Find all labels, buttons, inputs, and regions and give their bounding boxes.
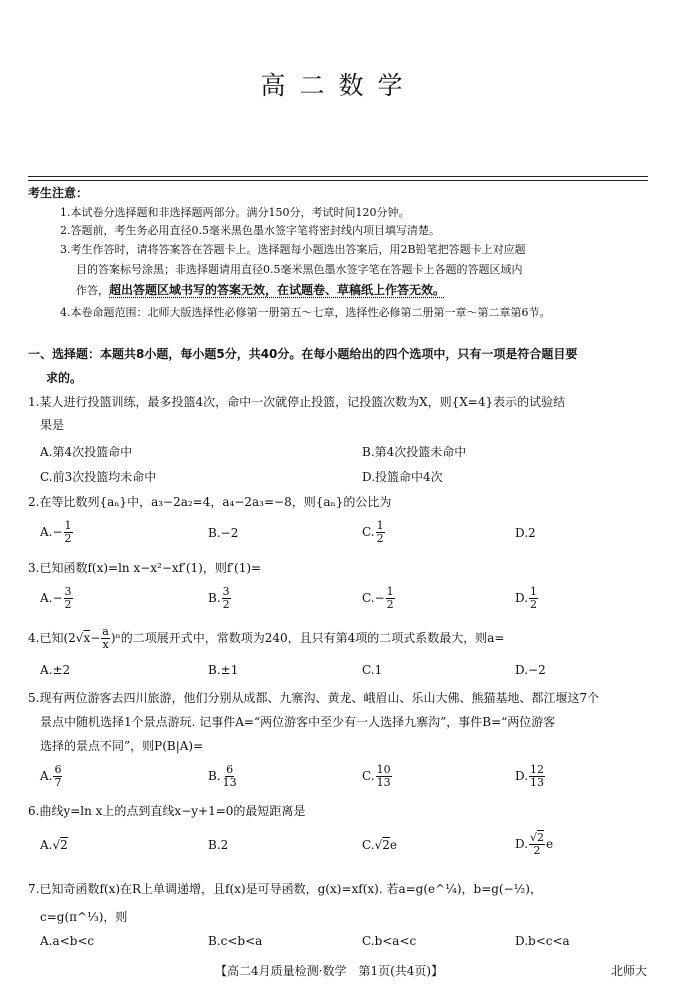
q6-c-suffix: e xyxy=(389,838,397,852)
q4-option-b: B.±1 xyxy=(208,663,239,677)
question-7-line1: 7.已知奇函数f(x)在R上单调递增，且f(x)是可导函数，g(x)=xf(x). 若a=g(e^¼)，b=g(−½)， xyxy=(28,882,542,896)
q4-frac-den: x xyxy=(102,638,109,651)
q3-option-c xyxy=(362,586,396,611)
q4-pre: 4.已知(2 xyxy=(28,631,76,645)
q5-c-fraction xyxy=(376,764,392,789)
q3-b-fraction xyxy=(222,586,231,611)
q5-b-fraction xyxy=(222,764,238,789)
q4-option-d: D.−2 xyxy=(515,663,546,677)
q2-c-fraction xyxy=(376,520,385,545)
q7-option-d: D.b<c<a xyxy=(515,934,570,948)
page-footer: 【高二4月质量检测·数学 第1页(共4页)】 xyxy=(215,964,444,978)
q6-d-fraction xyxy=(529,832,545,857)
q3-a-label: A. xyxy=(40,591,53,605)
q6-d-label: D. xyxy=(515,837,529,851)
q4-frac-num: a xyxy=(102,625,109,638)
notice-answer-prefix: 作答， xyxy=(76,284,109,297)
q5-d-den: 13 xyxy=(530,776,545,789)
section-heading-line1: 一、选择题：本题共8小题，每小题5分，共40分。在每小题给出的四个选项中，只有一项是符合题目要 xyxy=(28,347,578,361)
q3-d-label: D. xyxy=(515,591,529,605)
q7-option-b: B.c<b<a xyxy=(208,934,263,948)
q6-option-d xyxy=(515,832,553,857)
q3-d-den: 2 xyxy=(530,598,538,611)
q2-option-b: B.−2 xyxy=(208,526,239,540)
q6-c-value: 2 xyxy=(382,838,390,852)
q4-minus: − xyxy=(90,631,101,645)
q3-a-fraction xyxy=(64,586,73,611)
q2-a-num: 1 xyxy=(64,519,72,532)
q5-a-label: A. xyxy=(40,769,53,783)
q5-a-num: 6 xyxy=(54,763,62,776)
q3-c-num: 1 xyxy=(386,585,394,598)
question-1-line1: 1.某人进行投篮训练，最多投篮4次，命中一次就停止投篮，记投篮次数为X，则{X=4}表示的试验结 xyxy=(28,395,566,409)
q5-option-a xyxy=(40,764,63,789)
q5-b-den: 13 xyxy=(222,776,237,789)
q3-a-den: 2 xyxy=(64,598,72,611)
q2-c-den: 2 xyxy=(376,532,384,545)
q7-option-c: C.b<a<c xyxy=(362,934,417,948)
question-5-line1: 5.现有两位游客去四川旅游，他们分别从成都、九寨沟、黄龙、峨眉山、乐山大佛、熊猫基地、都江堰这7个 xyxy=(28,691,600,705)
question-7-line2: c=g(π^⅓)，则 xyxy=(40,910,128,924)
q4-post: )ⁿ的二项展开式中，常数项为240，且只有第4项的二项式系数最大，则a= xyxy=(110,631,505,645)
q6-d-suffix: e xyxy=(546,837,554,851)
notice-item-3-end xyxy=(76,283,445,298)
question-3: 3.已知函数f(x)=ln x−x²−xf′(1)，则f′(1)= xyxy=(28,561,262,575)
q5-d-num: 12 xyxy=(530,763,545,776)
q2-a-sign: − xyxy=(52,525,63,539)
notice-item-1: 1.本试卷分选择题和非选择题两部分。满分150分，考试时间120分钟。 xyxy=(60,206,410,219)
q6-d-num: √2 xyxy=(530,831,545,844)
q6-option-b: B.2 xyxy=(208,838,229,852)
question-5-line3: 选择的景点不同”，则P(B|A)= xyxy=(40,739,204,753)
notice-item-4: 4.本卷命题范围：北师大版选择性必修第一册第五～七章，选择性必修第二册第一章～第二章第6节。 xyxy=(60,306,551,319)
section-heading-line2: 求的。 xyxy=(46,371,83,385)
q2-option-d: D.2 xyxy=(515,526,536,540)
q2-option-a xyxy=(40,520,74,545)
q5-option-c xyxy=(362,764,393,789)
q4-sqrt: √x xyxy=(75,631,91,645)
q6-a-label: A. xyxy=(40,838,53,852)
header-rule-thick xyxy=(28,176,648,177)
page-title: 高二数学 xyxy=(260,71,417,100)
q5-c-label: C. xyxy=(362,769,375,783)
q3-option-a xyxy=(40,586,74,611)
q3-b-num: 3 xyxy=(222,585,230,598)
q5-a-den: 7 xyxy=(54,776,62,789)
q3-b-label: B. xyxy=(208,591,221,605)
q6-c-label: C. xyxy=(362,838,375,852)
q5-b-label: B. xyxy=(208,769,221,783)
q5-d-label: D. xyxy=(515,769,529,783)
q2-a-fraction xyxy=(64,520,73,545)
q5-a-fraction xyxy=(53,764,62,789)
q3-d-fraction xyxy=(529,586,538,611)
notice-item-3-cont: 目的答案标号涂黑；非选择题请用直径0.5毫米黑色墨水签字笔在答题卡上各题的答题区域内 xyxy=(76,263,523,276)
q1-option-a: A.第4次投篮命中 xyxy=(40,445,133,459)
q2-option-c xyxy=(362,520,386,545)
notice-emphasis: 超出答题区域书写的答案无效，在试题卷、草稿纸上作答无效。 xyxy=(109,283,446,297)
question-6: 6.曲线y=ln x上的点到直线x−y+1=0的最短距离是 xyxy=(28,804,306,818)
notice-heading: 考生注意： xyxy=(28,186,89,200)
q1-option-c: C.前3次投篮均未命中 xyxy=(40,470,157,484)
q2-a-den: 2 xyxy=(64,532,72,545)
q5-c-den: 13 xyxy=(376,776,391,789)
question-5-line2: 景点中随机选择1个景点游玩. 记事件A=“两位游客中至少有一人选择九寨沟”，事件B=“两位游客 xyxy=(40,715,556,729)
q6-d-num-value: 2 xyxy=(537,831,545,844)
q4-fraction xyxy=(101,626,110,651)
question-1-line2: 果是 xyxy=(40,418,65,432)
question-4 xyxy=(28,626,504,651)
q3-a-num: 3 xyxy=(64,585,72,598)
q3-option-b xyxy=(208,586,232,611)
header-rule-thin xyxy=(28,180,648,181)
q6-option-a: A.√2 xyxy=(40,838,68,852)
q3-c-fraction xyxy=(386,586,395,611)
notice-item-3: 3.考生作答时，请将答案答在答题卡上。选择题每小题选出答案后，用2B铅笔把答题卡上对应题 xyxy=(60,243,526,256)
q3-c-den: 2 xyxy=(386,598,394,611)
footer-edition: 北师大 xyxy=(611,964,648,978)
q2-c-num: 1 xyxy=(376,519,384,532)
q6-d-den: 2 xyxy=(533,844,541,857)
q2-c-label: C. xyxy=(362,525,375,539)
q3-a-sign: − xyxy=(52,591,63,605)
q2-a-label: A. xyxy=(40,525,53,539)
q4-option-c: C.1 xyxy=(362,663,383,677)
q3-d-num: 1 xyxy=(530,585,538,598)
q3-c-sign: − xyxy=(374,591,385,605)
q4-sqrt-arg: x xyxy=(83,631,91,645)
notice-item-2: 2.答题前，考生务必用直径0.5毫米黑色墨水签字笔将密封线内项目填写清楚。 xyxy=(60,224,440,237)
q5-c-num: 10 xyxy=(376,763,391,776)
q5-option-b xyxy=(208,764,239,789)
q7-option-a: A.a<b<c xyxy=(40,934,95,948)
question-2: 2.在等比数列{aₙ}中，a₃−2a₂=4，a₄−2a₃=−8，则{aₙ}的公比为 xyxy=(28,495,392,509)
q6-a-value: 2 xyxy=(60,838,68,852)
q4-option-a: A.±2 xyxy=(40,663,71,677)
q5-b-num: 6 xyxy=(226,763,234,776)
q5-option-d xyxy=(515,764,546,789)
q5-d-fraction xyxy=(529,764,545,789)
q6-option-c: C.√2e xyxy=(362,838,397,852)
q3-c-label: C. xyxy=(362,591,375,605)
q3-option-d xyxy=(515,586,539,611)
q3-b-den: 2 xyxy=(222,598,230,611)
q1-option-d: D.投篮命中4次 xyxy=(362,470,443,484)
q1-option-b: B.第4次投篮未命中 xyxy=(362,445,467,459)
